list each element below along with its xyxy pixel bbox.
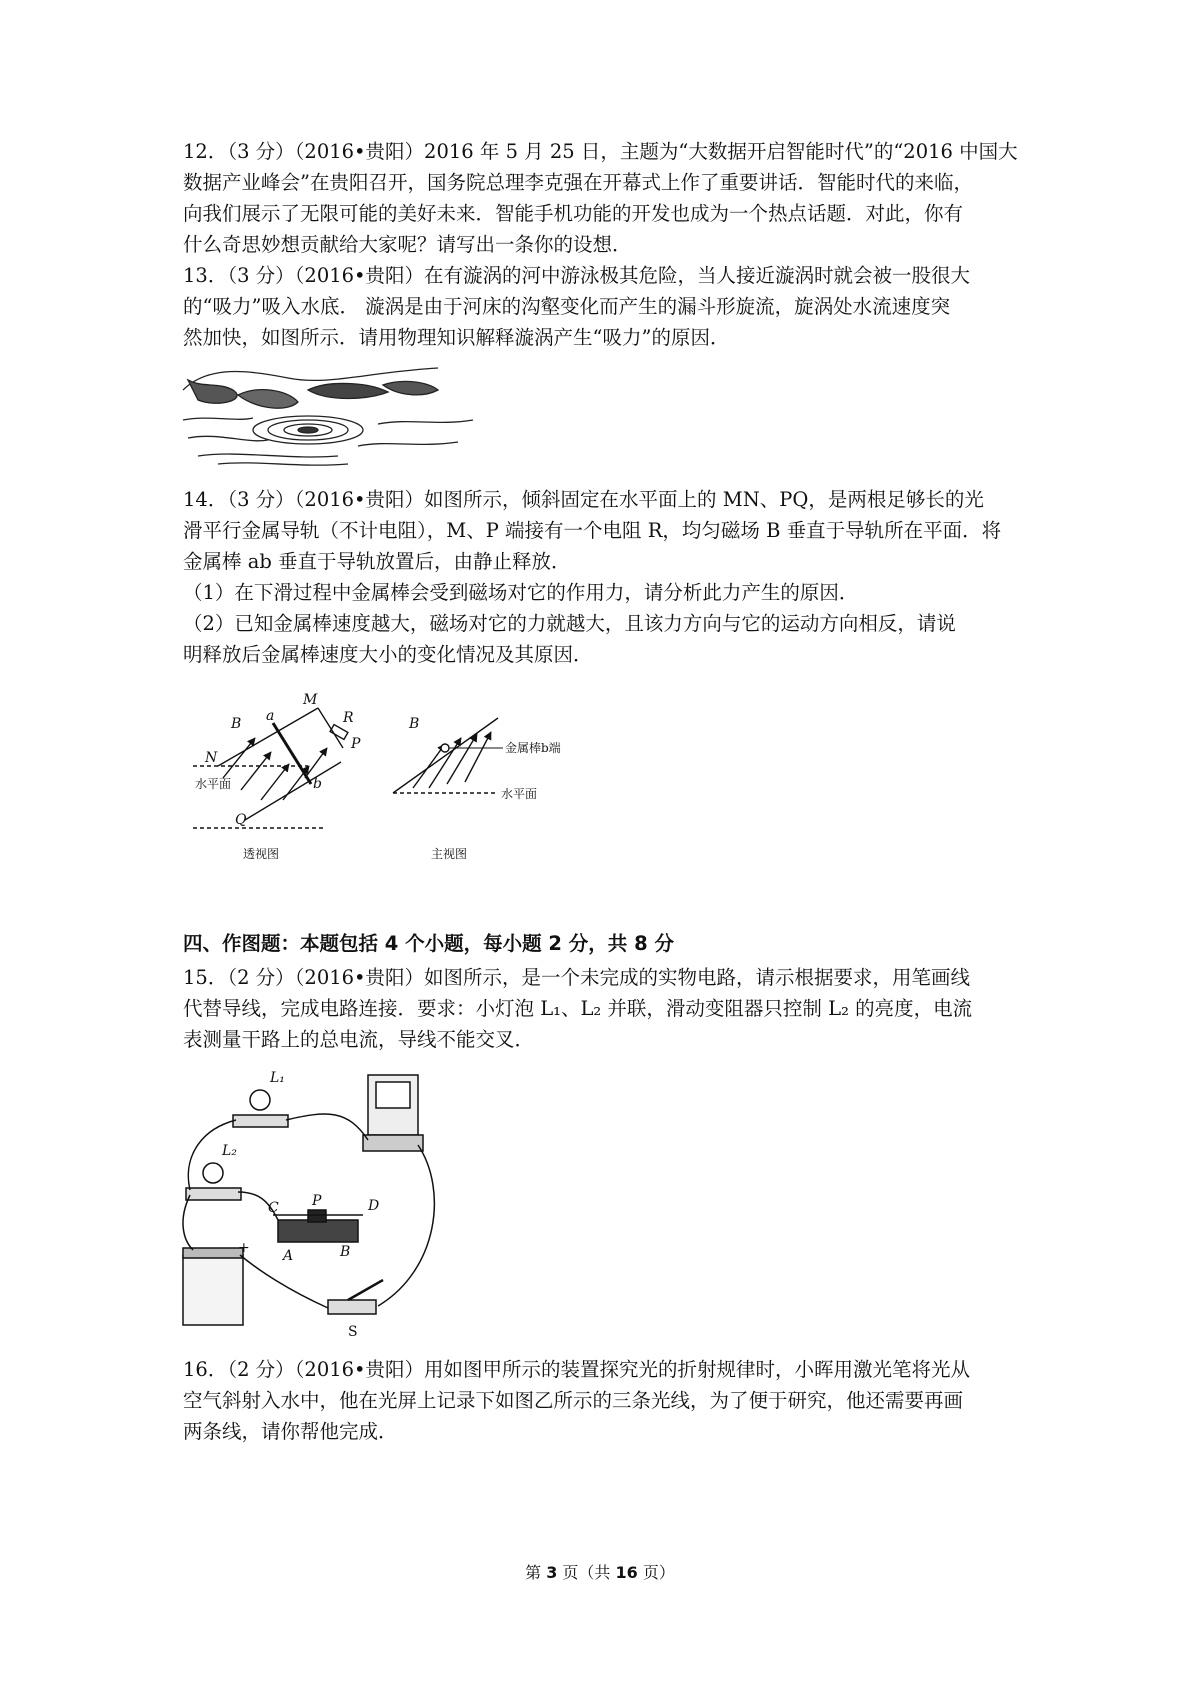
label-C: C (268, 1200, 279, 1216)
page-footer (0, 1560, 1200, 1583)
label-N: N (205, 750, 218, 766)
total-pages: 16 (615, 1563, 638, 1582)
label-horizontal-plane-left: 水平面 (195, 777, 232, 791)
label-D: D (368, 1198, 380, 1214)
label-L2: L₂ (222, 1143, 237, 1159)
q15-line: 表测量干路上的总电流，导线不能交叉． (183, 1028, 535, 1051)
question-14 (183, 484, 1043, 670)
section-heading: 四、作图题：本题包括 4 个小题，每小题 2 分，共 8 分 (183, 932, 674, 955)
q14-line: （1）在下滑过程中金属棒会受到磁场对它的作用力，请分析此力产生的原因． (183, 581, 859, 604)
label-plus: + (238, 1240, 250, 1256)
footer-suffix: 页） (637, 1563, 675, 1582)
q15-line: 15．（2 分）（2016•贵阳）如图所示，是一个未完成的实物电路，请示根据要求，用笔画线 (183, 966, 971, 989)
label-L1: L₁ (270, 1070, 285, 1086)
label-R: R (343, 710, 354, 726)
caption-perspective: 透视图 (243, 847, 280, 861)
label-horizontal-plane-right: 水平面 (501, 787, 538, 801)
label-B2: B (409, 716, 420, 732)
label-b: b (313, 776, 322, 792)
question-12 (183, 136, 1043, 260)
q13-line: 的“吸力”吸入水底． 漩涡是由于河床的沟壑变化而产生的漏斗形旋流，旋涡处水流速度突 (183, 295, 951, 318)
circuit-figure (178, 1070, 458, 1340)
footer-middle: 页（共 (557, 1563, 616, 1582)
q14-line: 滑平行金属导轨（不计电阻），M、P 端接有一个电阻 R，均匀磁场 B 垂直于导轨所在平面．将 (183, 519, 1002, 542)
q14-line: 明释放后金属棒速度大小的变化情况及其原因． (183, 643, 593, 666)
q14-line: （2）已知金属棒速度越大，磁场对它的力就越大，且该力方向与它的运动方向相反，请说 (183, 612, 956, 635)
q13-line: 然加快，如图所示．请用物理知识解释漩涡产生“吸力”的原因． (183, 326, 730, 349)
label-A: A (283, 1248, 294, 1264)
q14-line: 金属棒 ab 垂直于导轨放置后，由静止释放． (183, 550, 571, 573)
footer-prefix: 第 (525, 1563, 547, 1582)
caption-front-view: 主视图 (431, 847, 468, 861)
label-rod-end: 金属棒b端 (505, 741, 561, 755)
whirlpool-figure (178, 360, 478, 470)
magnetic-rail-figure (183, 692, 613, 898)
question-16 (183, 1354, 1043, 1447)
q12-line: 12．（3 分）（2016•贵阳）2016 年 5 月 25 日，主题为“大数据开启智能时代”的“2016 中国大 (183, 140, 1018, 163)
question-13 (183, 260, 1043, 353)
label-S: S (348, 1324, 358, 1340)
q16-line: 16．（2 分）（2016•贵阳）用如图甲所示的装置探究光的折射规律时，小晖用激光笔将光从 (183, 1358, 971, 1381)
label-M: M (303, 692, 318, 708)
q13-line: 13．（3 分）（2016•贵阳）在有漩涡的河中游泳极其危险，当人接近漩涡时就会被一股很大 (183, 264, 971, 287)
label-a: a (266, 708, 275, 724)
q15-line: 代替导线，完成电路连接．要求：小灯泡 L₁、L₂ 并联，滑动变阻器只控制 L₂ 的亮度，电流 (183, 997, 973, 1020)
question-15 (183, 962, 1043, 1055)
q12-line: 数据产业峰会”在贵阳召开，国务院总理李克强在开幕式上作了重要讲话．智能时代的来临， (183, 171, 973, 194)
q14-line: 14．（3 分）（2016•贵阳）如图所示，倾斜固定在水平面上的 MN、PQ，是两根足够长的光 (183, 488, 984, 511)
q16-line: 两条线，请你帮他完成． (183, 1420, 398, 1443)
page-number: 3 (546, 1563, 558, 1582)
q12-line: 什么奇思妙想贡献给大家呢？请写出一条你的设想． (183, 233, 632, 256)
label-Q: Q (235, 812, 247, 828)
q12-line: 向我们展示了无限可能的美好未来．智能手机功能的开发也成为一个热点话题．对此，你有 (183, 202, 964, 225)
q16-line: 空气斜射入水中，他在光屏上记录下如图乙所示的三条光线，为了便于研究，他还需要再画 (183, 1389, 964, 1412)
label-B: B (340, 1244, 351, 1260)
label-B: B (231, 716, 242, 732)
label-P: P (351, 736, 361, 752)
label-P: P (312, 1193, 322, 1209)
